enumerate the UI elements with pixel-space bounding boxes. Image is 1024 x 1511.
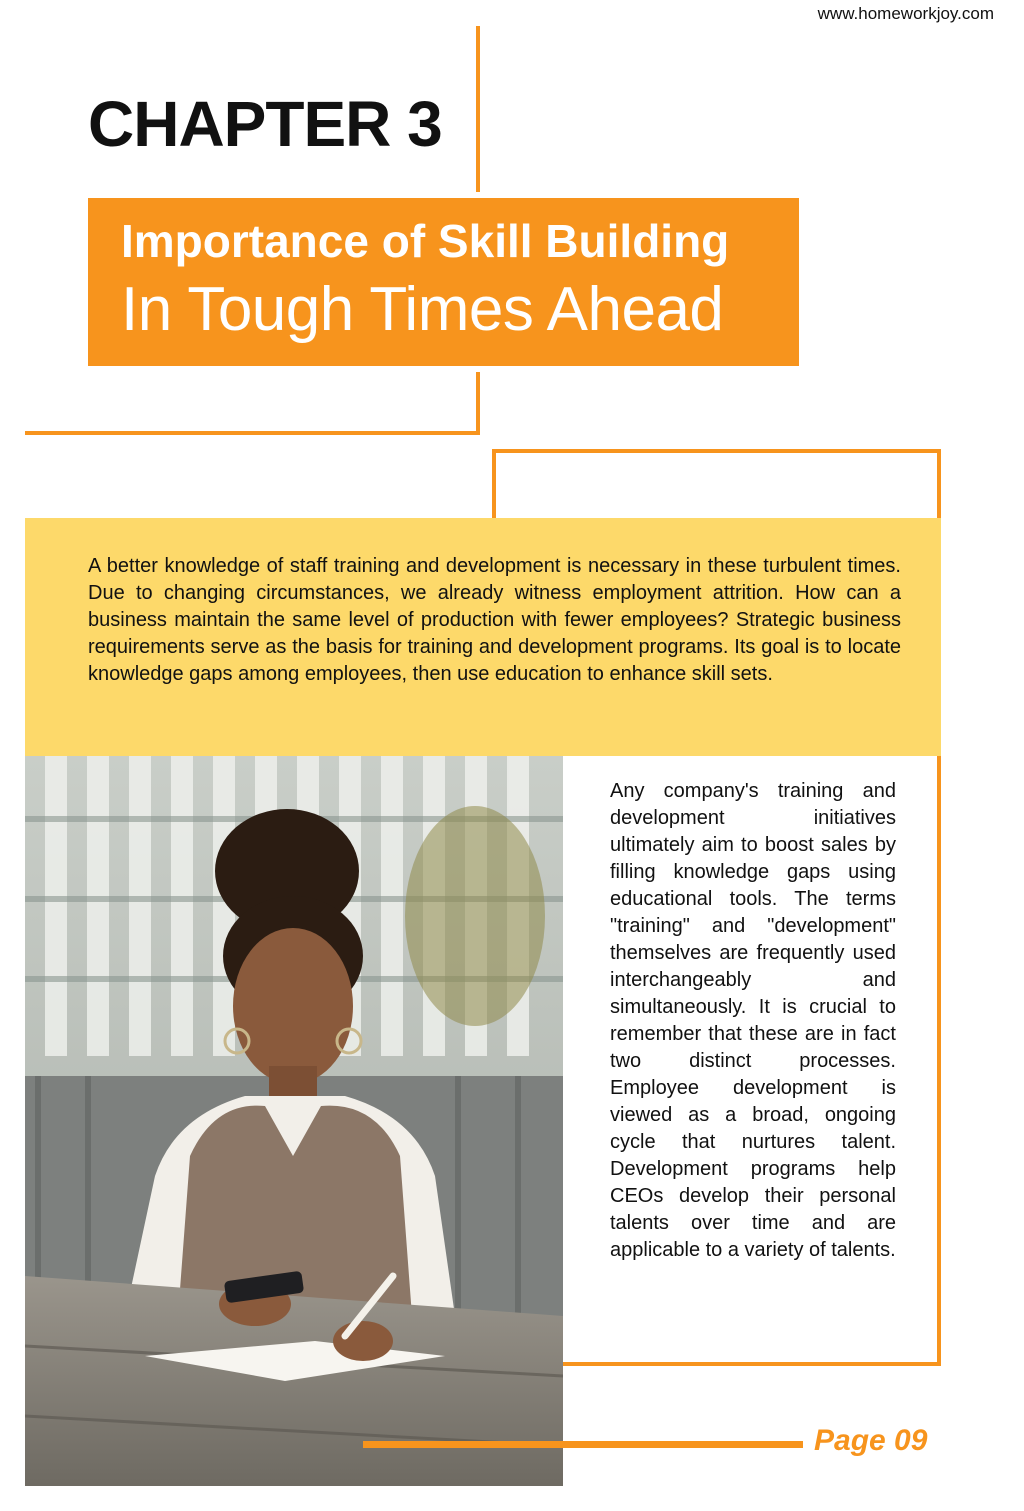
page-number: Page 09 xyxy=(814,1424,928,1457)
chapter-title-line2: In Tough Times Ahead xyxy=(121,275,724,344)
chapter-title-box xyxy=(88,198,799,366)
body-paragraph: Any company's training and development initiatives ultimately aim to boost sales by filling knowledge gaps using educational tools. The terms "training" and "development" themselves are frequently used interchangeably and simultaneously. It is crucial to remember that these are in fact two distinct processes. Employee development is viewed as a broad, ongoing cycle that nurtures talent. Development programs help CEOs develop their personal talents over time and are applicable to a variety of talents. xyxy=(610,780,896,1261)
photo-illustration xyxy=(25,756,563,1486)
footer-line xyxy=(363,1441,803,1448)
chapter-title-line1: Importance of Skill Building xyxy=(121,215,730,267)
divider-horizontal-top xyxy=(25,431,480,435)
chapter-label: CHAPTER 3 xyxy=(88,88,442,160)
frame-left-edge xyxy=(492,449,496,519)
intro-paragraph: A better knowledge of staff training and development is necessary in these turbulent times. Due to changing circumstances, we already witness employment attrition. How can a business maintain the same level of production with fewer employees? Strategic business requirements serve as the basis for training and development programs. Its goal is to locate knowledge gaps among employees, then use education to enhance skill sets. xyxy=(88,555,901,685)
frame-bottom-edge xyxy=(563,1362,941,1366)
intro-band xyxy=(25,518,941,756)
frame-top-edge xyxy=(492,449,941,453)
divider-vertical-top xyxy=(476,26,480,192)
site-url: www.homeworkjoy.com xyxy=(817,4,994,23)
woman-writing-photo xyxy=(25,756,563,1486)
divider-vertical-mid xyxy=(476,372,480,434)
